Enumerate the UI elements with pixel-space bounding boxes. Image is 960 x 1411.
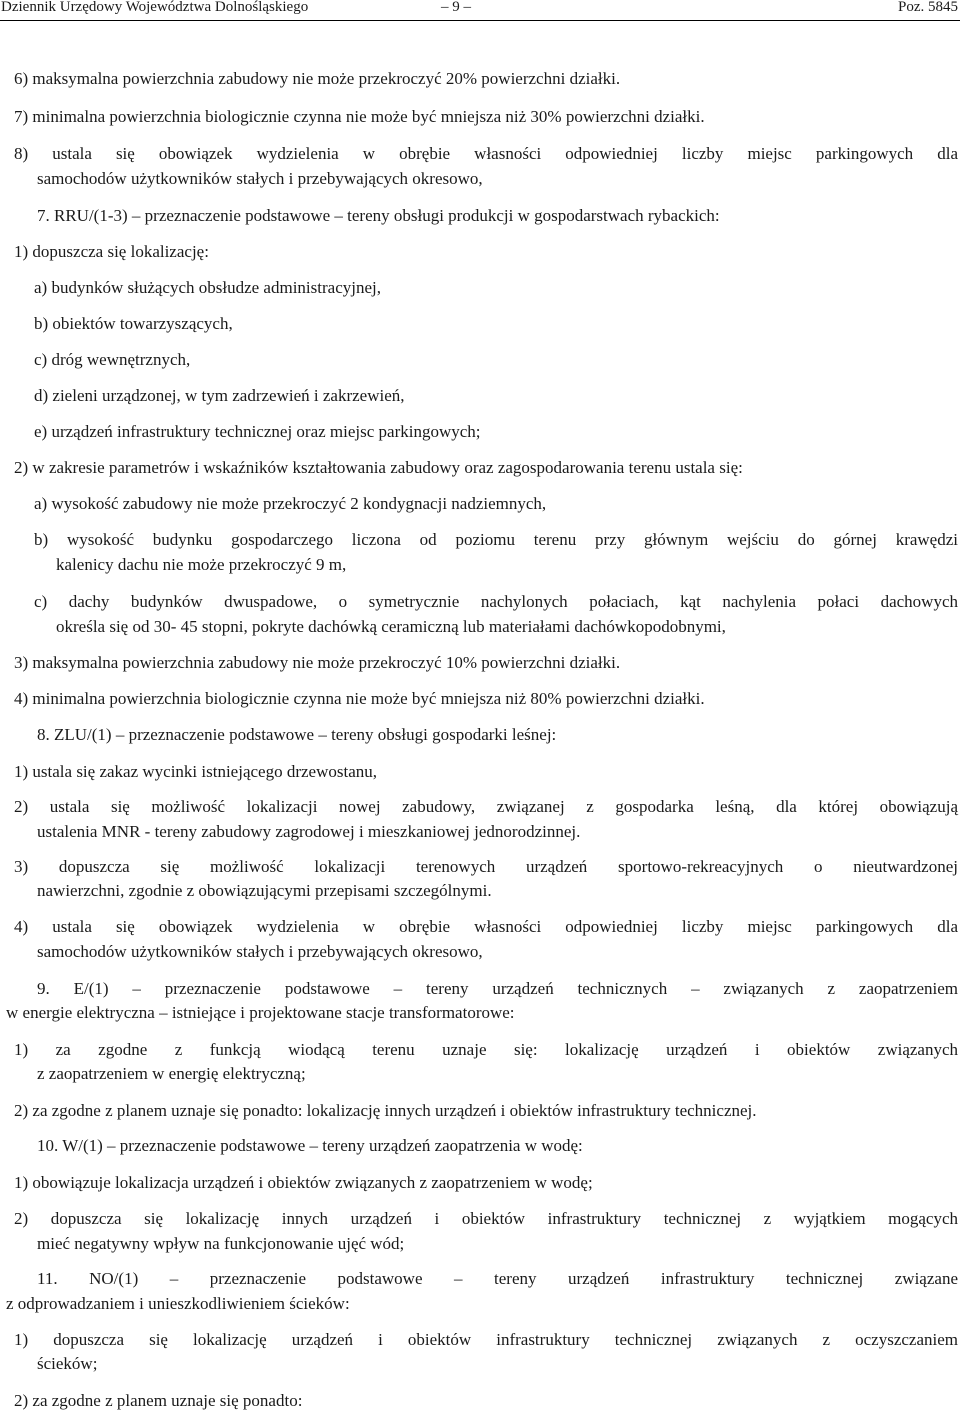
text-line: samochodów użytkowników stałych i przebywających okresowo, [37, 169, 483, 188]
text-line: a) wysokość zabudowy nie może przekroczyć 2 kondygnacji nadziemnych, [34, 494, 547, 513]
text-line: 8) ustala się obowiązek wydzielenia w obrębie własności odpowiedniej liczby miejsc parkingowych dla [14, 144, 958, 163]
text-line: ścieków; [37, 1354, 98, 1373]
text-line: d) zieleni urządzonej, w tym zadrzewień i zakrzewień, [34, 386, 405, 405]
text-line: c) dróg wewnętrznych, [34, 350, 191, 369]
page-number: – 9 – [441, 0, 471, 15]
text-line: nawierzchni, zgodnie z obowiązującymi przepisami szczególnymi. [37, 881, 492, 900]
text-line: 2) za zgodne z planem uznaje się ponadto: lokalizację innych urządzeń i obiektów infrastruktury technicznej. [14, 1101, 757, 1120]
text-line: 4) ustala się obowiązek wydzielenia w obrębie własności odpowiedniej liczby miejsc parkingowych dla [14, 917, 958, 936]
section-heading: 9. E/(1) – przeznaczenie podstawowe – tereny urządzeń technicznych – związanych z zaopatrzeniem [37, 979, 958, 998]
text-line: 6) maksymalna powierzchnia zabudowy nie może przekroczyć 20% powierzchni działki. [14, 69, 621, 88]
section-heading: 10. W/(1) – przeznaczenie podstawowe – tereny urządzeń zaopatrzenia w wodę: [37, 1136, 583, 1155]
text-line: b) obiektów towarzyszących, [34, 314, 233, 333]
text-line: 7) minimalna powierzchnia biologicznie czynna nie może być mniejsza niż 30% powierzchni działki. [14, 107, 705, 126]
text-line: b) wysokość budynku gospodarczego liczona od poziomu terenu przy głównym wejściu do górnej krawędzi [34, 530, 958, 549]
text-line: 2) w zakresie parametrów i wskaźników kształtowania zabudowy oraz zagospodarowania terenu ustala się: [14, 458, 743, 477]
text-line: 1) obowiązuje lokalizacja urządzeń i obiektów związanych z zaopatrzeniem w wodę; [14, 1173, 593, 1192]
text-line: 1) dopuszcza się lokalizację urządzeń i obiektów infrastruktury technicznej związanych z oczyszczaniem [14, 1330, 958, 1349]
text-line: 3) maksymalna powierzchnia zabudowy nie może przekroczyć 10% powierzchni działki. [14, 653, 621, 672]
page-header [0, 0, 960, 21]
text-line: c) dachy budynków dwuspadowe, o symetrycznie nachylonych połaciach, kąt nachylenia połaci dachowych [34, 592, 958, 611]
text-line: 1) dopuszcza się lokalizację: [14, 242, 209, 261]
text-line: z odprowadzaniem i unieszkodliwieniem ścieków: [6, 1294, 350, 1313]
text-line: kalenicy dachu nie może przekroczyć 9 m, [56, 555, 347, 574]
text-line: 2) dopuszcza się lokalizację innych urządzeń i obiektów infrastruktury technicznej z wyjątkiem mogących [14, 1209, 958, 1228]
journal-title: Dziennik Urzędowy Województwa Dolnośląskiego [1, 0, 309, 15]
text-line: 2) ustala się możliwość lokalizacji nowej zabudowy, związanej z gospodarka leśną, dla której obowiązują [14, 797, 958, 816]
text-line: 4) minimalna powierzchnia biologicznie czynna nie może być mniejsza niż 80% powierzchni działki. [14, 689, 705, 708]
section-heading: 11. NO/(1) – przeznaczenie podstawowe – tereny urządzeń infrastruktury technicznej związane [37, 1269, 958, 1288]
position-number: Poz. 5845 [898, 0, 958, 15]
text-line: samochodów użytkowników stałych i przebywających okresowo, [37, 942, 483, 961]
text-line: ustalenia MNR - tereny zabudowy zagrodowej i mieszkaniowej jednorodzinnej. [37, 822, 581, 841]
section-heading: 8. ZLU/(1) – przeznaczenie podstawowe – tereny obsługi gospodarki leśnej: [37, 725, 557, 744]
text-line: określa się od 30- 45 stopni, pokryte dachówką ceramiczną lub materiałami dachówkopodobnymi, [56, 617, 726, 636]
text-line: a) budynków służących obsłudze administracyjnej, [34, 278, 381, 297]
text-line: mieć negatywny wpływ na funkcjonowanie ujęć wód; [37, 1234, 405, 1253]
text-line: z zaopatrzeniem w energię elektryczną; [37, 1064, 306, 1083]
text-line: 3) dopuszcza się możliwość lokalizacji terenowych urządzeń sportowo-rekreacyjnych o nieutwardzonej [14, 857, 958, 876]
text-line: 1) ustala się zakaz wycinki istniejącego drzewostanu, [14, 762, 378, 781]
text-line: 2) za zgodne z planem uznaje się ponadto: [14, 1391, 303, 1410]
section-heading: 7. RRU/(1-3) – przeznaczenie podstawowe – tereny obsługi produkcji w gospodarstwach rybackich: [37, 206, 720, 225]
text-line: e) urządzeń infrastruktury technicznej oraz miejsc parkingowych; [34, 422, 481, 441]
text-line: w energie elektryczna – istniejące i projektowane stacje transformatorowe: [6, 1003, 515, 1022]
text-line: 1) za zgodne z funkcją wiodącą terenu uznaje się: lokalizację urządzeń i obiektów związanych [14, 1040, 958, 1059]
